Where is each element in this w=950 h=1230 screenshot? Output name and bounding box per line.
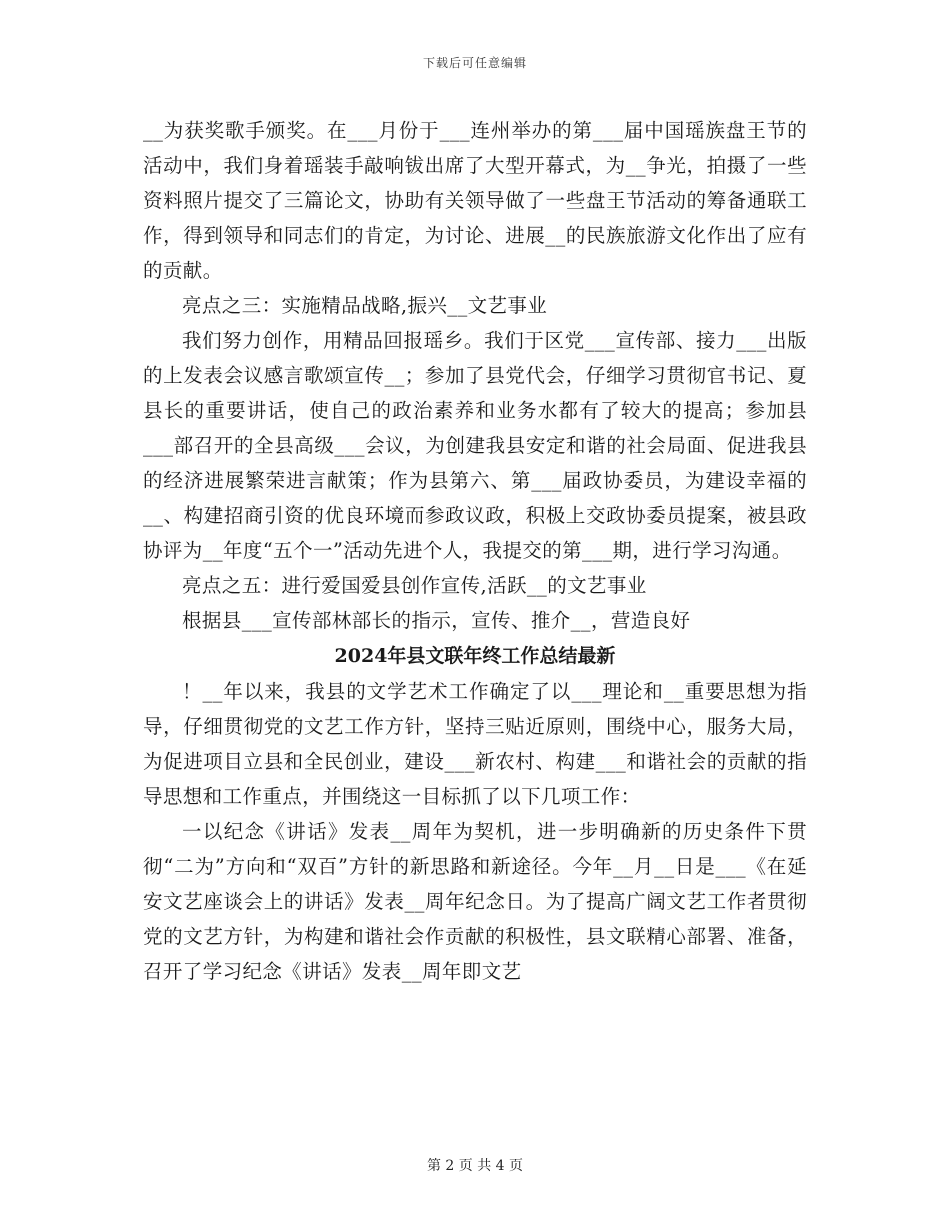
paragraph-intro: ！__年以来，我县的文学艺术工作确定了以___理论和__重要思想为指导，仔细贯彻党的文艺工作方针，坚持三贴近原则，围绕中心，服务大局，为促进项目立县和全民创业，建设___新农村、构建___和谐社会的贡献的指导思想和工作重点，并围绕这一目标抓了以下几项工作： (143, 680, 807, 808)
page-header: 下载后可任意编辑 (422, 56, 527, 70)
page-footer: 第 2 页 共 4 页 (426, 1158, 524, 1174)
document-title: 2024年县文联年终工作总结最新 (334, 645, 616, 667)
document-body (143, 113, 807, 989)
section-heading-highlight-5: 亮点之五：进行爱国爱县创作宣传,活跃__的文艺事业 (182, 574, 647, 597)
paragraph-continued: __为获奖歌手颁奖。在___月份于___连州举办的第___届中国瑶族盘王节的活动中，我们身着瑶装手敲响钹出席了大型开幕式，为__争光，拍摄了一些资料照片提交了三篇论文，协助有关领导做了一些盘王节活动的筹备通联工作，得到领导和同志们的肯定，为讨论、进展__的民族旅游文化作出了应有的贡献。 (143, 119, 807, 282)
paragraph-creation: 我们努力创作，用精品回报瑶乡。我们于区党___宣传部、接力___出版的上发表会议感言歌颂宣传__；参加了县党代会，仔细学习贯彻官书记、夏县长的重要讲话，使自己的政治素养和业务水都有了较大的提高；参加县___部召开的全县高级___会议，为创建我县安定和谐的社会局面、促进我县的经济进展繁荣进言献策；作为县第六、第___届政协委员，为建设幸福的__、构建招商引资的优良环境而参政议政，积极上交政协委员提案，被县政协评为__年度“五个一”活动先进个人，我提交的第___期，进行学习沟通。 (143, 329, 807, 562)
section-heading-highlight-3: 亮点之三：实施精品战略,振兴__文艺事业 (182, 294, 548, 317)
paragraph-propaganda: 根据县___宣传部林部长的指示，宣传、推介__，营造良好 (182, 609, 691, 632)
paragraph-item-one: 一以纪念《讲话》发表__周年为契机，进一步明确新的历史条件下贯彻“二为”方向和“双百”方针的新思路和新途径。今年__月__日是___《在延安文艺座谈会上的讲话》发表__周年纪念日。为了提高广阔文艺工作者贯彻党的文艺方针，为构建和谐社会作贡献的积极性，县文联精心部署、准备，召开了学习纪念《讲话》发表__周年即文艺 (143, 820, 807, 983)
